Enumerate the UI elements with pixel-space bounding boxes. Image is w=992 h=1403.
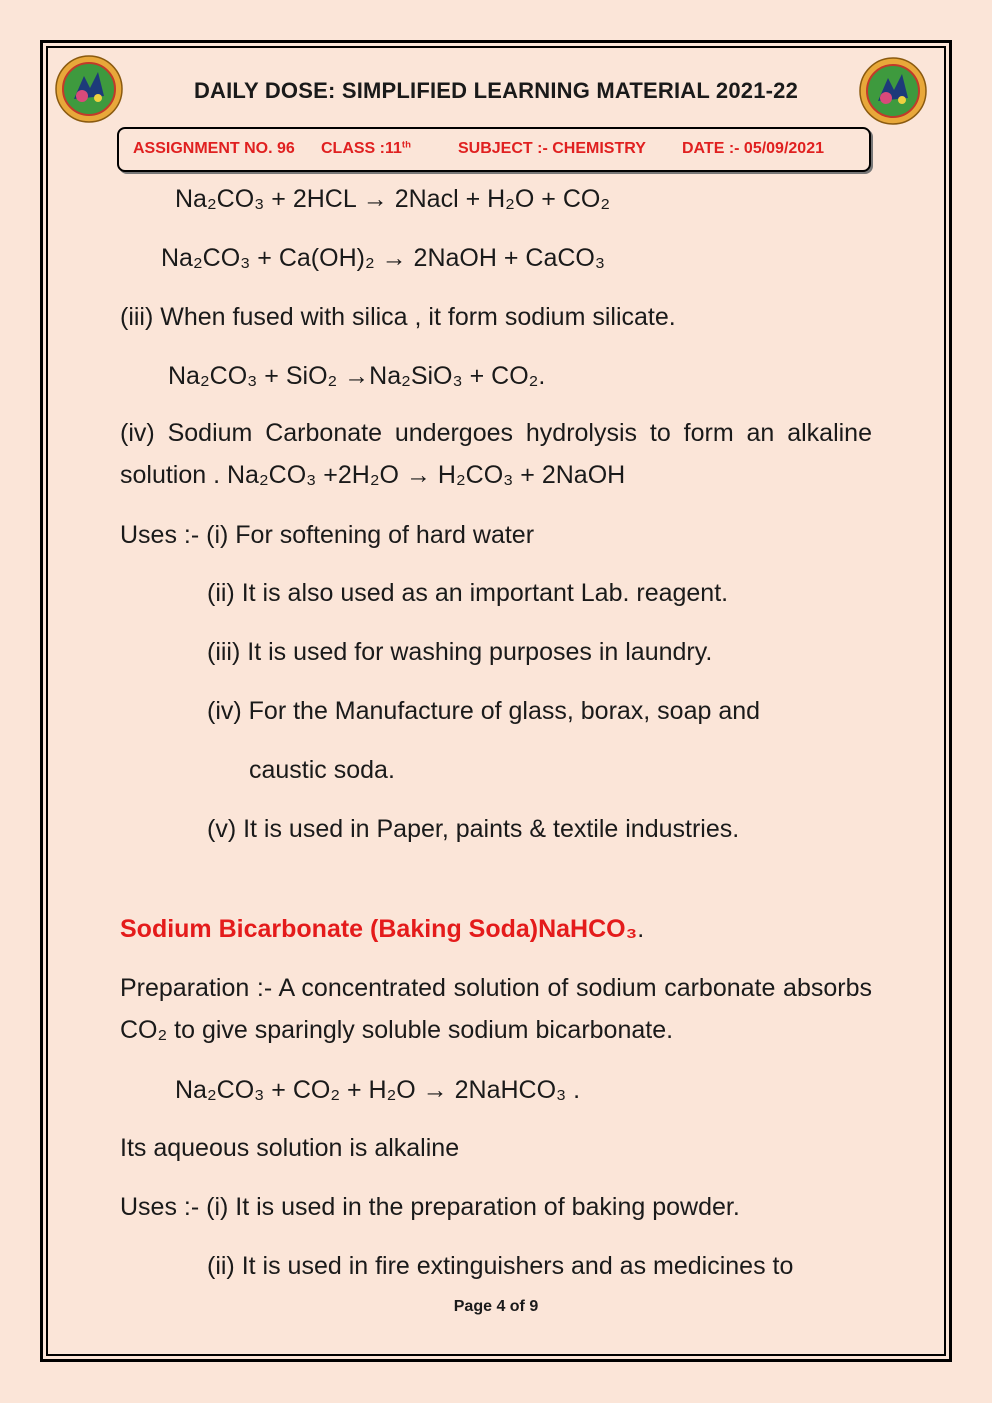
page-number: Page 4 of 9 <box>453 1298 539 1315</box>
uses-item-4: (iv) For the Manufacture of glass, borax, soap and <box>207 697 761 725</box>
class-label <box>321 140 411 158</box>
alkaline-note: Its aqueous solution is alkaline <box>120 1134 460 1162</box>
bicarbonate-uses-2: (ii) It is used in fire extinguishers and as medicines to <box>207 1252 794 1280</box>
uses-item-2: (ii) It is also used as an important Lab. reagent. <box>207 579 729 607</box>
assignment-info-box <box>117 127 871 172</box>
equation-bicarbonate: Na₂CO₃ + CO₂ + H₂O → 2NaHCO₃ . <box>175 1076 581 1104</box>
class-superscript: th <box>401 139 411 151</box>
uses-item-1: Uses :- (i) For softening of hard water <box>120 521 535 549</box>
bicarbonate-uses-1: Uses :- (i) It is used in the preparation of baking powder. <box>120 1193 740 1221</box>
section-heading-dot: . <box>637 915 645 943</box>
section-heading-text: Sodium Bicarbonate (Baking Soda)NaHCO₃ <box>120 915 638 943</box>
uses-item-5: (v) It is used in Paper, paints & textile industries. <box>207 815 740 843</box>
equation-silicate: Na₂CO₃ + SiO₂ →Na₂SiO₃ + CO₂. <box>168 362 546 390</box>
equation-caoh2: Na₂CO₃ + Ca(OH)₂ → 2NaOH + CaCO₃ <box>161 244 606 272</box>
assignment-number: ASSIGNMENT NO. 96 <box>133 140 295 157</box>
preparation-paragraph: Preparation :- A concentrated solution of sodium carbonate absorbs CO₂ to give sparingly soluble sodium bicarbonate. <box>120 974 872 1044</box>
document-title: DAILY DOSE: SIMPLIFIED LEARNING MATERIAL 2021-22 <box>193 78 799 103</box>
subject-label: SUBJECT :- CHEMISTRY <box>458 140 646 157</box>
date-label: DATE :- 05/09/2021 <box>682 140 824 157</box>
class-text: CLASS :11 <box>321 140 402 157</box>
section-heading <box>120 914 644 944</box>
point-iv-hydrolysis: (iv) Sodium Carbonate undergoes hydrolysis to form an alkaline solution . Na₂CO₃ +2H₂O → H₂CO₃ + 2NaOH <box>120 419 872 489</box>
uses-item-3: (iii) It is used for washing purposes in laundry. <box>207 638 713 666</box>
uses-item-4-continued: caustic soda. <box>249 756 395 784</box>
point-iii-silica: (iii) When fused with silica , it form sodium silicate. <box>120 303 676 331</box>
equation-hcl: Na₂CO₃ + 2HCL → 2Nacl + H₂O + CO₂ <box>175 185 611 213</box>
